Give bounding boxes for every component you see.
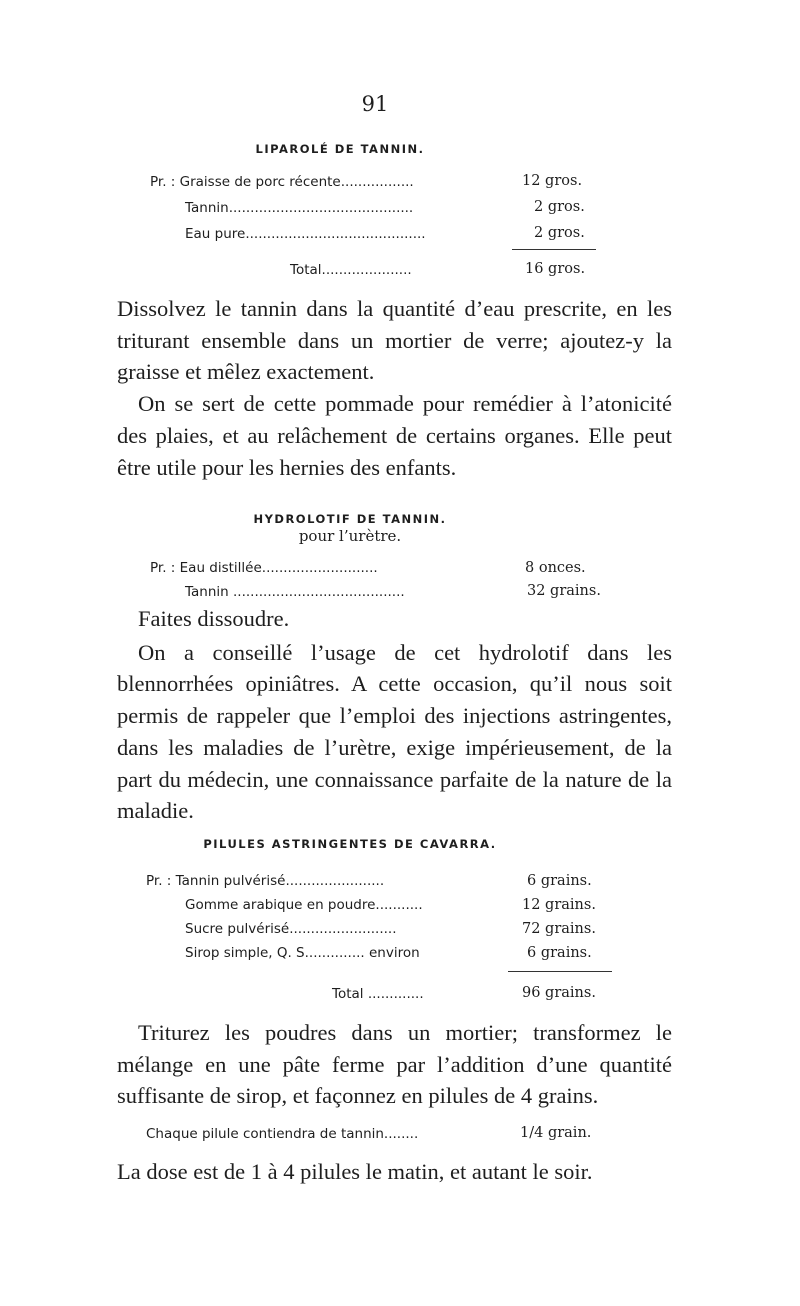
recipe-row: Sirop simple, Q. S.............. environ (185, 945, 420, 961)
body-text (117, 603, 672, 827)
recipe-qty: 12 gros. (522, 173, 583, 189)
section-subtitle: pour l’urètre. (298, 527, 402, 545)
paragraph: On a conseillé l’usage de cet hydrolotif dans les blennorrhées opiniâtres. A cette occasion, qu’il nous soit permis de rappeler que l’emploi des injections astringentes, dans les maladies de l’urètre, exige impérieusement, de la part du médecin, une connaissance parfaite de la nature de la maladie. (117, 639, 672, 824)
recipe-row: Sucre pulvérisé......................... (185, 921, 397, 937)
dose-note: Chaque pilule contiendra de tannin........ (146, 1126, 419, 1142)
recipe-total: Total..................... (290, 262, 412, 278)
recipe-qty: 2 gros. (534, 199, 585, 215)
recipe-row: Pr. : Tannin pulvérisé....................... (146, 873, 385, 889)
dose-note-qty: 1/4 grain. (520, 1125, 592, 1141)
section-title-liparole: LIPAROLÉ DE TANNIN. (255, 142, 425, 156)
recipe-total-qty: 96 grains. (522, 985, 596, 1001)
paragraph: On se sert de cette pommade pour remédier à l’atonicité des plaies, et au relâchement de certains organes. Elle peut être utile pour les hernies des enfants. (117, 391, 672, 480)
page-number: 91 (361, 92, 389, 116)
recipe-qty: 8 onces. (525, 560, 586, 576)
section-title-pilules: PILULES ASTRINGENTES DE CAVARRA. (203, 837, 497, 851)
body-text (117, 293, 672, 483)
recipe-row: Eau pure.......................................... (185, 226, 426, 242)
body-text (117, 1017, 672, 1112)
recipe-qty: 6 grains. (527, 945, 592, 961)
paragraph: Faites dissoudre. (138, 606, 290, 631)
recipe-total-qty: 16 gros. (525, 261, 586, 277)
recipe-qty: 12 grains. (522, 897, 596, 913)
recipe-row: Tannin........................................... (185, 200, 414, 216)
recipe-qty: 2 gros. (534, 225, 585, 241)
recipe-qty: 6 grains. (527, 873, 592, 889)
total-rule (512, 249, 596, 250)
section-title-hydrolotif: HYDROLOTIF DE TANNIN. (253, 512, 447, 526)
recipe-row: Gomme arabique en poudre........... (185, 897, 423, 913)
body-text (117, 1156, 672, 1188)
recipe-row: Pr. : Graisse de porc récente................. (150, 174, 414, 190)
recipe-row: Tannin ........................................ (185, 584, 405, 600)
paragraph: Dissolvez le tannin dans la quantité d’eau prescrite, en les triturant ensemble dans un mortier de verre; ajoutez-y la graisse et mêlez exactement. (117, 296, 672, 385)
total-rule (508, 971, 612, 972)
recipe-qty: 32 grains. (527, 583, 601, 599)
paragraph: Triturez les poudres dans un mortier; transformez le mélange en une pâte ferme par l’addition d’une quantité suffisante de sirop, et façonnez en pilules de 4 grains. (117, 1020, 672, 1109)
recipe-qty: 72 grains. (522, 921, 596, 937)
paragraph: La dose est de 1 à 4 pilules le matin, et autant le soir. (117, 1159, 593, 1184)
recipe-total: Total ............. (332, 986, 424, 1002)
recipe-row: Pr. : Eau distillée........................... (150, 560, 378, 576)
